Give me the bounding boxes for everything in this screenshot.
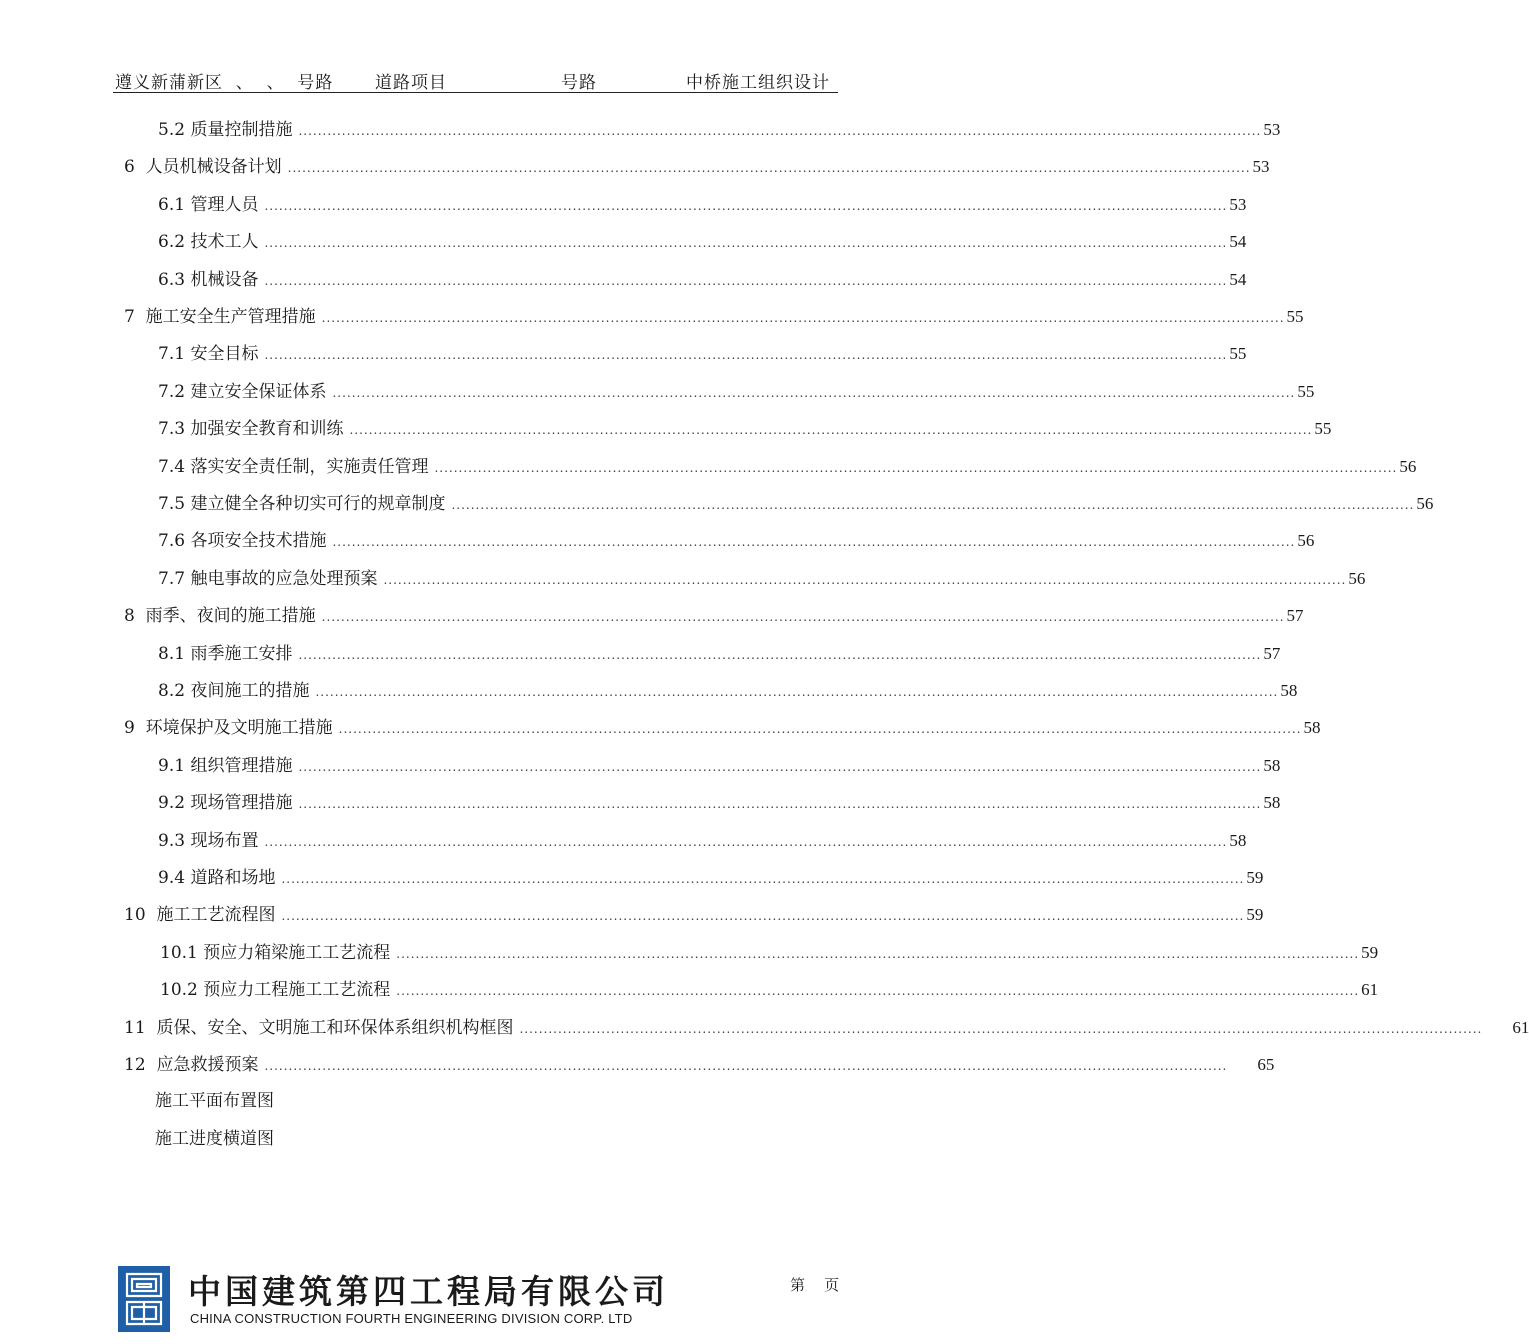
- toc-dot-leader: ........................................................................................................................................................................................................: [349, 423, 1313, 438]
- toc-dot-leader: ........................................................................................................................................................................................................: [383, 572, 1347, 587]
- toc-entry-page: 55: [1286, 307, 1304, 326]
- toc-entry[interactable]: [158, 115, 1281, 145]
- toc-entry[interactable]: [160, 975, 1379, 1005]
- toc-entry-label: 8 雨季、夜间的施工措施: [124, 606, 316, 627]
- toc-entry[interactable]: [124, 900, 1264, 930]
- toc-entry-page: 65: [1257, 1055, 1275, 1074]
- toc-entry[interactable]: [158, 489, 1434, 519]
- toc-dot-leader: ........................................................................................................................................................................................................: [287, 161, 1251, 176]
- toc-entry-label: 7.7 触电事故的应急处理预案: [158, 568, 378, 589]
- toc-entry-page: 54: [1229, 232, 1247, 252]
- toc-dot-leader: ........................................................................................................................................................................................................: [321, 311, 1285, 325]
- toc-entry-label: 7.6 各项安全技术措施: [158, 531, 327, 552]
- toc-entry[interactable]: [158, 452, 1417, 482]
- toc-entry-page: 53: [1229, 194, 1247, 214]
- toc-entry-page: 57: [1286, 606, 1304, 626]
- toc-entry-page: 56: [1416, 494, 1434, 513]
- toc-entry-page: 58: [1263, 793, 1281, 813]
- toc-dot-leader: ........................................................................................................................................................................................................: [264, 273, 1228, 288]
- toc-entry-label: 7.2 建立安全保证体系: [158, 381, 327, 402]
- toc-entry-label: 9 环境保护及文明施工措施: [124, 718, 333, 739]
- toc-entry-page: 61: [1361, 980, 1379, 1000]
- toc-entry-label: 9.2 现场管理措施: [158, 793, 293, 814]
- toc-entry[interactable]: [124, 1013, 1529, 1043]
- toc-entry-page: 58: [1280, 681, 1298, 700]
- toc-dot-leader: ........................................................................................................................................................................................................: [264, 198, 1228, 213]
- toc-entry-page: 58: [1229, 830, 1247, 850]
- toc-entry[interactable]: [158, 826, 1247, 856]
- toc-entry[interactable]: [158, 414, 1332, 444]
- toc-entry[interactable]: [160, 938, 1379, 968]
- toc-dot-leader: ........................................................................................................................................................................................................: [332, 535, 1296, 550]
- toc-entry-label: 7.1 安全目标: [158, 344, 259, 365]
- toc-entry-label: 8.2 夜间施工的措施: [158, 681, 310, 701]
- toc-entry-page: 55: [1297, 381, 1315, 401]
- toc-entry[interactable]: [158, 564, 1366, 594]
- toc-entry-page: 59: [1246, 868, 1264, 887]
- toc-entry-label: 7.3 加强安全教育和训练: [158, 419, 344, 440]
- toc-dot-leader: ........................................................................................................................................................................................................: [264, 348, 1228, 363]
- toc-entry-page: 56: [1297, 531, 1315, 551]
- toc-entry[interactable]: [158, 190, 1247, 220]
- toc-dot-leader: ........................................................................................................................................................................................................: [451, 498, 1415, 512]
- toc-entry[interactable]: [158, 526, 1315, 556]
- toc-entry-page: 59: [1361, 942, 1379, 962]
- toc-dot-leader: ........................................................................................................................................................................................................: [298, 797, 1262, 812]
- header-left: 遵义新蒲新区 、 、 号路: [115, 73, 334, 93]
- toc-entry[interactable]: [124, 601, 1304, 631]
- toc-entry-page: 53: [1263, 120, 1281, 139]
- toc-entry[interactable]: [158, 751, 1281, 781]
- company-name-en: CHINA CONSTRUCTION FOURTH ENGINEERING DIVISION CORP. LTD: [190, 1311, 633, 1326]
- toc-dot-leader: ........................................................................................................................................................................................................: [321, 610, 1285, 625]
- toc-dot-leader: ........................................................................................................................................................................................................: [264, 1059, 1228, 1073]
- toc-entry-page: 57: [1263, 643, 1281, 663]
- toc-entry-page: 56: [1348, 568, 1366, 588]
- header-right-2: 中桥施工组织设计: [686, 73, 830, 93]
- toc-dot-leader: ........................................................................................................................................................................................................: [281, 872, 1245, 886]
- toc-dot-leader: ........................................................................................................................................................................................................: [298, 124, 1262, 138]
- extra-item-site-layout: 施工平面布置图: [155, 1091, 274, 1111]
- toc-entry[interactable]: [124, 302, 1304, 332]
- toc-dot-leader: ........................................................................................................................................................................................................: [396, 946, 1360, 961]
- toc-entry-label: 10 施工工艺流程图: [124, 905, 276, 926]
- toc-entry-page: 53: [1252, 157, 1270, 177]
- toc-entry-label: 6.2 技术工人: [158, 232, 259, 253]
- toc-entry[interactable]: [158, 639, 1281, 669]
- toc-entry-label: 5.2 质量控制措施: [158, 120, 293, 140]
- toc-entry-page: 55: [1314, 419, 1332, 439]
- toc-entry[interactable]: [158, 863, 1264, 893]
- toc-entry-label: 7.5 建立健全各种切实可行的规章制度: [158, 494, 446, 514]
- company-logo-icon: [118, 1266, 170, 1332]
- toc-dot-leader: ........................................................................................................................................................................................................: [396, 984, 1360, 999]
- toc-entry[interactable]: [158, 676, 1298, 706]
- toc-entry[interactable]: [124, 713, 1321, 743]
- toc-dot-leader: ........................................................................................................................................................................................................: [315, 685, 1279, 699]
- header-right-1: 号路: [561, 73, 597, 93]
- toc-entry-label: 6.3 机械设备: [158, 269, 259, 290]
- toc-entry[interactable]: [158, 339, 1247, 369]
- toc-dot-leader: ........................................................................................................................................................................................................: [434, 460, 1398, 475]
- toc-dot-leader: ........................................................................................................................................................................................................: [264, 236, 1228, 251]
- toc-dot-leader: ........................................................................................................................................................................................................: [281, 909, 1245, 924]
- toc-entry[interactable]: [158, 788, 1281, 818]
- toc-entry-label: 8.1 雨季施工安排: [158, 643, 293, 664]
- toc-entry-page: 58: [1263, 755, 1281, 775]
- toc-dot-leader: ........................................................................................................................................................................................................: [298, 647, 1262, 662]
- toc-dot-leader: ........................................................................................................................................................................................................: [298, 759, 1262, 774]
- toc-entry-label: 7 施工安全生产管理措施: [124, 307, 316, 327]
- toc-entry-label: 7.4 落实安全责任制，实施责任管理: [158, 456, 429, 477]
- toc-entry[interactable]: [124, 152, 1270, 182]
- toc-entry-label: 9.3 现场布置: [158, 830, 259, 851]
- toc-entry-label: 10.1 预应力箱梁施工工艺流程: [160, 942, 391, 963]
- toc-entry-label: 6.1 管理人员: [158, 194, 259, 215]
- page-header: [113, 66, 838, 93]
- toc-entry-page: 56: [1399, 456, 1417, 476]
- toc-entry-label: 11 质保、安全、文明施工和环保体系组织机构框图: [124, 1017, 514, 1038]
- toc-entry[interactable]: [124, 1050, 1275, 1080]
- page-number-label: 第 页: [790, 1276, 840, 1294]
- extra-item-schedule-chart: 施工进度横道图: [155, 1129, 274, 1149]
- toc-dot-leader: ........................................................................................................................................................................................................: [332, 385, 1296, 400]
- toc-entry-label: 9.1 组织管理措施: [158, 755, 293, 776]
- toc-entry[interactable]: [158, 377, 1315, 407]
- toc-entry-page: 59: [1246, 905, 1264, 925]
- toc-dot-leader: ........................................................................................................................................................................................................: [519, 1021, 1483, 1036]
- toc-entry[interactable]: [158, 227, 1247, 257]
- toc-entry-label: 9.4 道路和场地: [158, 868, 276, 888]
- toc-entry-page: 61: [1512, 1017, 1529, 1037]
- toc-dot-leader: ........................................................................................................................................................................................................: [338, 722, 1302, 737]
- toc-entry-page: 58: [1303, 718, 1321, 738]
- toc-dot-leader: ........................................................................................................................................................................................................: [264, 834, 1228, 849]
- toc-entry-label: 12 应急救援预案: [124, 1055, 259, 1075]
- header-middle: 道路项目: [375, 73, 447, 93]
- toc-entry-label: 6 人员机械设备计划: [124, 157, 282, 178]
- toc-entry[interactable]: [158, 265, 1247, 295]
- company-name-cn: 中国建筑第四工程局有限公司: [188, 1272, 669, 1311]
- toc-entry-page: 55: [1229, 344, 1247, 364]
- toc-entry-label: 10.2 预应力工程施工工艺流程: [160, 980, 391, 1001]
- toc-entry-page: 54: [1229, 269, 1247, 289]
